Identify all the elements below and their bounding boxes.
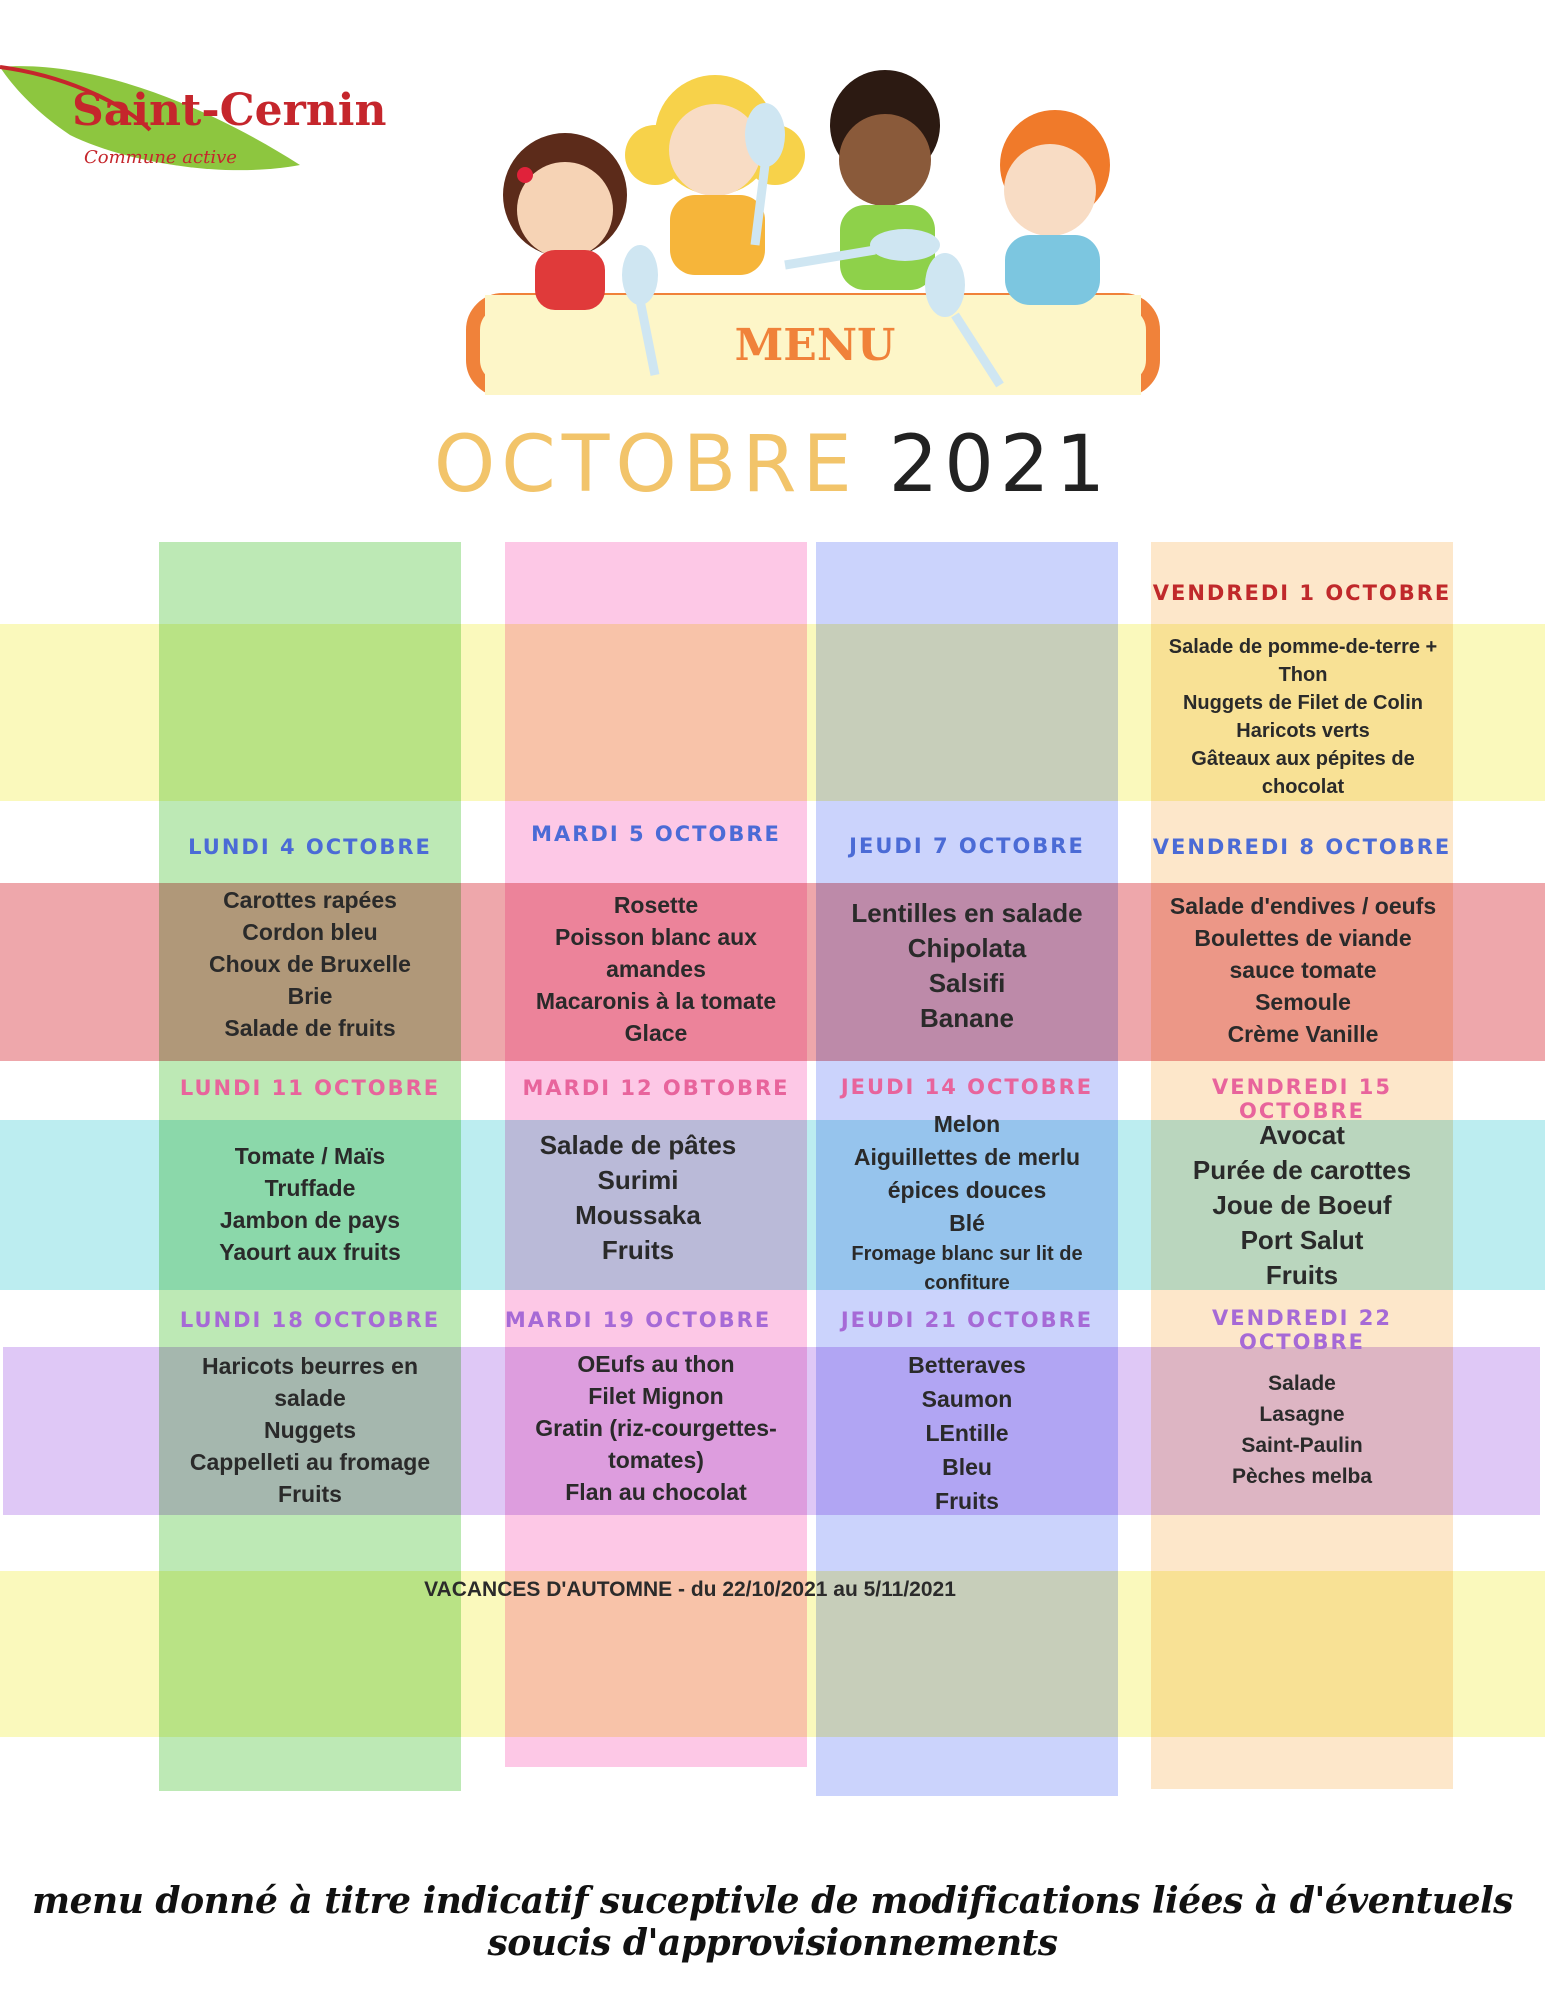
- menu-item: Chipolata: [907, 933, 1027, 963]
- menu-item: Tomate / Maïs: [234, 1143, 386, 1169]
- menu-item: tomates): [608, 1447, 704, 1473]
- menu-item: Avocat: [1259, 1120, 1345, 1150]
- menu-item: sauce tomate: [1229, 957, 1377, 983]
- day-label: MARDI 5 OCTOBRE: [531, 822, 781, 846]
- menu-item: LEntille: [925, 1420, 1009, 1446]
- day-label: JEUDI 21 OCTOBRE: [840, 1308, 1094, 1332]
- title-year: 2021: [888, 420, 1112, 510]
- menu-item: Moussaka: [575, 1200, 701, 1230]
- menu-item: Cappelleti au fromage: [189, 1449, 431, 1475]
- menu-item: Glace: [624, 1020, 688, 1046]
- menu-item: Haricots beurres en: [201, 1353, 419, 1379]
- menu-item: Truffade: [264, 1175, 356, 1201]
- day-menu: [505, 1348, 807, 1508]
- menu-item: Fruits: [601, 1235, 675, 1265]
- menu-item: OEufs au thon: [577, 1351, 735, 1377]
- day-menu: [159, 884, 461, 1044]
- day-menu: [159, 1350, 461, 1510]
- menu-item: Flan au chocolat: [565, 1479, 747, 1505]
- day-menu: [816, 896, 1118, 1036]
- menu-item: Bleu: [942, 1454, 992, 1480]
- menu-item: Yaourt aux fruits: [219, 1239, 401, 1265]
- day-menu: [1151, 1118, 1453, 1293]
- title-month: OCTOBRE: [433, 420, 858, 510]
- menu-item: Blé: [949, 1210, 985, 1236]
- menu-item: Brie: [287, 983, 333, 1009]
- menu-item: Lentilles en salade: [851, 898, 1083, 928]
- menu-item: Salade de pomme-de-terre +: [1168, 636, 1438, 658]
- day-label: VENDREDI 22 OCTOBRE: [1212, 1306, 1392, 1354]
- menu-item: Pèches melba: [1231, 1465, 1373, 1488]
- menu-item: Salade de pâtes: [539, 1130, 737, 1160]
- day-menu: [1147, 633, 1459, 801]
- menu-item: Rosette: [613, 892, 699, 918]
- menu-item: Boulettes de viande: [1194, 925, 1412, 951]
- menu-item: Nuggets: [264, 1417, 356, 1443]
- menu-item: Surimi: [597, 1165, 679, 1195]
- menu-item: Filet Mignon: [588, 1383, 724, 1409]
- menu-item: Semoule: [1255, 989, 1351, 1015]
- menu-item: salade: [274, 1385, 346, 1411]
- day-menu: [1147, 890, 1459, 1050]
- day-label: JEUDI 14 OCTOBRE: [840, 1075, 1094, 1099]
- day-label: LUNDI 4 OCTOBRE: [188, 835, 432, 859]
- footer-disclaimer: menu donné à titre indicatif suceptivle de modifications liées à d'éventuels soucis d'approvisionnements: [32, 1880, 1513, 1964]
- day-label: MARDI 19 OCTOBRE: [504, 1308, 772, 1332]
- menu-item: Salsifi: [928, 968, 1006, 998]
- menu-item: Crème Vanille: [1227, 1021, 1379, 1047]
- menu-item: Fruits: [278, 1481, 342, 1507]
- logo-tagline: Commune active: [84, 147, 237, 168]
- menu-item: Gratin (riz-courgettes-: [535, 1415, 777, 1441]
- menu-item: Fruits: [935, 1488, 999, 1514]
- menu-item: Fromage blanc sur lit de: [851, 1243, 1083, 1265]
- menu-item: Cordon bleu: [242, 919, 378, 945]
- day-label: JEUDI 7 OCTOBRE: [849, 834, 1085, 858]
- menu-item: Haricots verts: [1236, 720, 1370, 742]
- menu-item: Melon: [933, 1111, 1001, 1137]
- menu-item: confiture: [924, 1272, 1010, 1294]
- menu-item: Salade d'endives / oeufs: [1169, 893, 1437, 919]
- menu-item: chocolat: [1261, 776, 1345, 798]
- menu-item: Jambon de pays: [219, 1207, 401, 1233]
- menu-item: Banane: [920, 1003, 1014, 1033]
- menu-item: Fruits: [1265, 1260, 1339, 1290]
- menu-item: Choux de Bruxelle: [209, 951, 411, 977]
- kids-menu-illustration: [465, 45, 1165, 395]
- menu-item: Carottes rapées: [223, 887, 397, 913]
- menu-item: Saumon: [921, 1386, 1013, 1412]
- menu-item: Saint-Paulin: [1241, 1434, 1363, 1457]
- menu-item: Salade: [1268, 1372, 1336, 1395]
- day-label: VENDREDI 1 OCTOBRE: [1152, 581, 1452, 605]
- menu-item: amandes: [606, 956, 706, 982]
- page-title: [0, 420, 1545, 510]
- day-menu: [159, 1140, 461, 1268]
- day-menu: [487, 1128, 789, 1268]
- menu-item: Joue de Boeuf: [1212, 1190, 1392, 1220]
- day-label: VENDREDI 8 OCTOBRE: [1152, 835, 1452, 859]
- menu-item: Gâteaux aux pépites de: [1191, 748, 1415, 770]
- menu-item: Thon: [1278, 664, 1328, 686]
- day-menu: [505, 889, 807, 1049]
- menu-item: Lasagne: [1259, 1403, 1345, 1426]
- menu-item: Nuggets de Filet de Colin: [1182, 692, 1423, 714]
- menu-item: épices douces: [887, 1177, 1047, 1203]
- day-menu: [816, 1348, 1118, 1518]
- menu-item: Aiguillettes de merlu: [853, 1144, 1081, 1170]
- menu-item: Betteraves: [908, 1352, 1026, 1378]
- menu-banner-label: MENU: [734, 320, 896, 371]
- holiday-notice: VACANCES D'AUTOMNE - du 22/10/2021 au 5/11/2021: [424, 1578, 956, 1601]
- menu-item: Port Salut: [1240, 1225, 1364, 1255]
- menu-item: Salade de fruits: [224, 1015, 396, 1041]
- logo: [0, 55, 440, 185]
- day-menu: [816, 1108, 1118, 1298]
- day-label: VENDREDI 15 OCTOBRE: [1212, 1075, 1392, 1123]
- day-menu: [1147, 1368, 1457, 1492]
- day-label: LUNDI 11 OCTOBRE: [179, 1076, 441, 1100]
- menu-item: Purée de carottes: [1192, 1155, 1412, 1185]
- day-label: MARDI 12 OBTOBRE: [522, 1076, 790, 1100]
- logo-name: Saint-Cernin: [72, 85, 387, 136]
- day-label: LUNDI 18 OCTOBRE: [179, 1308, 441, 1332]
- menu-item: Macaronis à la tomate: [535, 988, 777, 1014]
- menu-item: Poisson blanc aux: [555, 924, 757, 950]
